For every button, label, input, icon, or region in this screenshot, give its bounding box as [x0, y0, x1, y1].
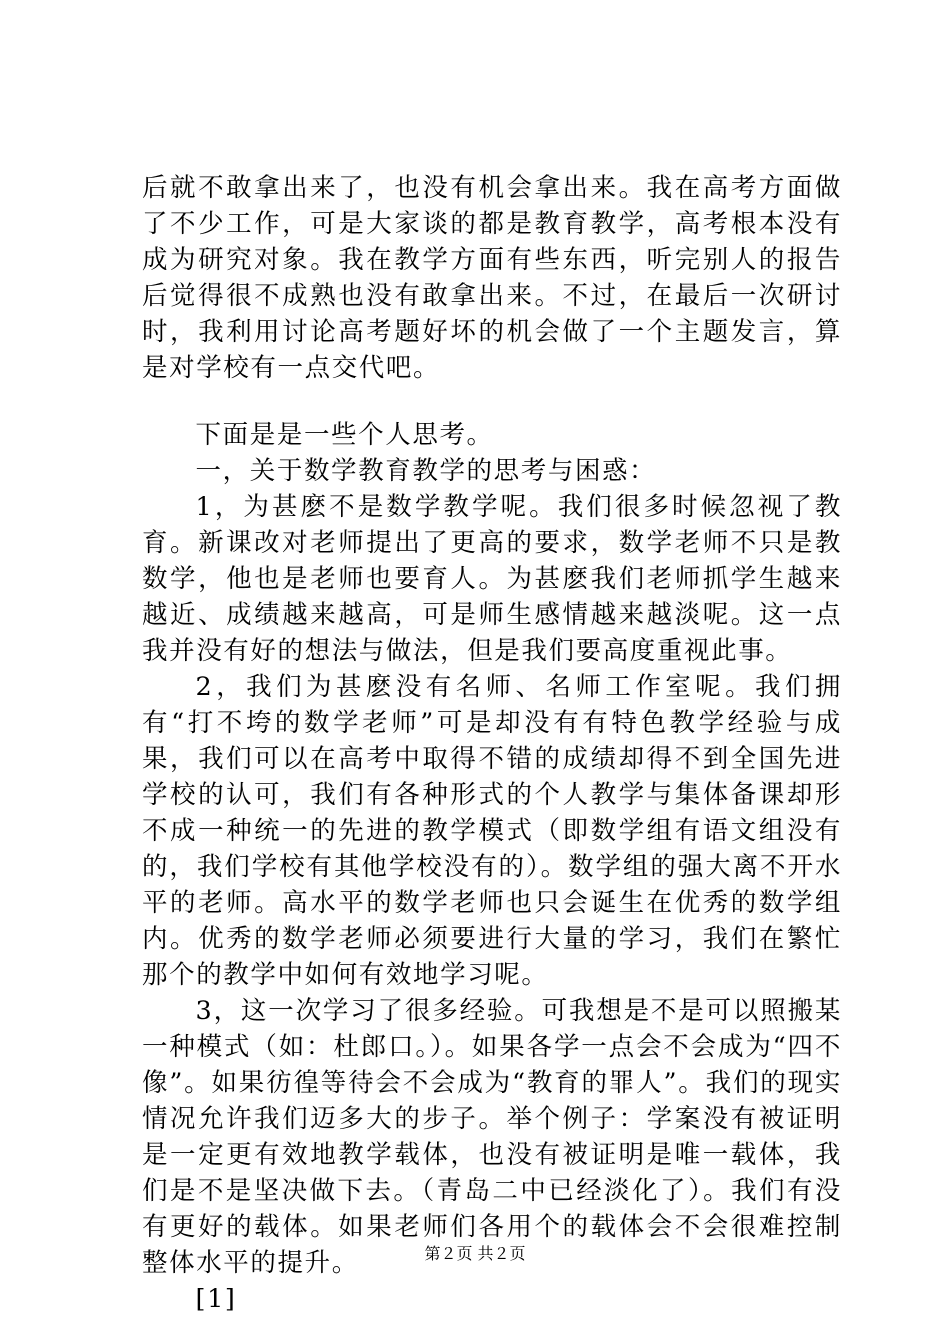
paragraph-point-1: 1，为甚麽不是数学教学呢。我们很多时候忽视了教育。新课改对老师提出了更高的要求，数学老师不只是教数学，他也是老师也要育人。为甚麽我们老师抓学生越来越近、成绩越来越高，可是师生感情越来越淡呢。这一点我并没有好的想法与做法，但是我们要高度重视此事。 [142, 492, 842, 666]
section-heading: 一，关于数学教育教学的思考与困惑： [195, 456, 657, 486]
footnote-marker: [1] [195, 1284, 237, 1314]
document-body [142, 170, 842, 1317]
paragraph-point-3: 3，这一次学习了很多经验。可我想是不是可以照搬某一种模式（如：杜郎口。）。如果各学一点会不会成为“四不像”。如果彷徨等待会不会成为“教育的罪人”。我们的现实情况允许我们迈多大的步子。举个例子：学案没有被证明是一定更有效地教学载体，也没有被证明是唯一载体，我们是不是坚决做下去。（青岛二中已经淡化了）。我们有没有更好的载体。如果老师们各用个的载体会不会很难控制整体水平的提升。 [142, 996, 842, 1278]
page-number-label: 第２页 共２页 [424, 1244, 526, 1263]
paragraph-gap [142, 386, 842, 417]
page-footer [0, 1244, 950, 1264]
paragraph-continuation: 后就不敢拿出来了，也没有机会拿出来。我在高考方面做了不少工作，可是大家谈的都是教育教学，高考根本没有成为研究对象。我在教学方面有些东西，听完别人的报告后觉得很不成熟也没有敢拿出来。不过，在最后一次研讨时，我利用讨论高考题好坏的机会做了一个主题发言，算是对学校有一点交代吧。 [142, 173, 842, 383]
paragraph-point-2: 2，我们为甚麽没有名师、名师工作室呢。我们拥有“打不垮的数学老师”可是却没有有特色教学经验与成果，我们可以在高考中取得不错的成绩却得不到全国先进学校的认可，我们有各种形式的个人教学与集体备课却形不成一种统一的先进的教学模式（即数学组有语文组没有的，我们学校有其他学校没有的）。数学组的强大离不开水平的老师。高水平的数学老师也只会诞生在优秀的数学组内。优秀的数学老师必须要进行大量的学习，我们在繁忙那个的教学中如何有效地学习呢。 [142, 672, 842, 990]
paragraph-intro: 下面是是一些个人思考。 [195, 420, 494, 450]
